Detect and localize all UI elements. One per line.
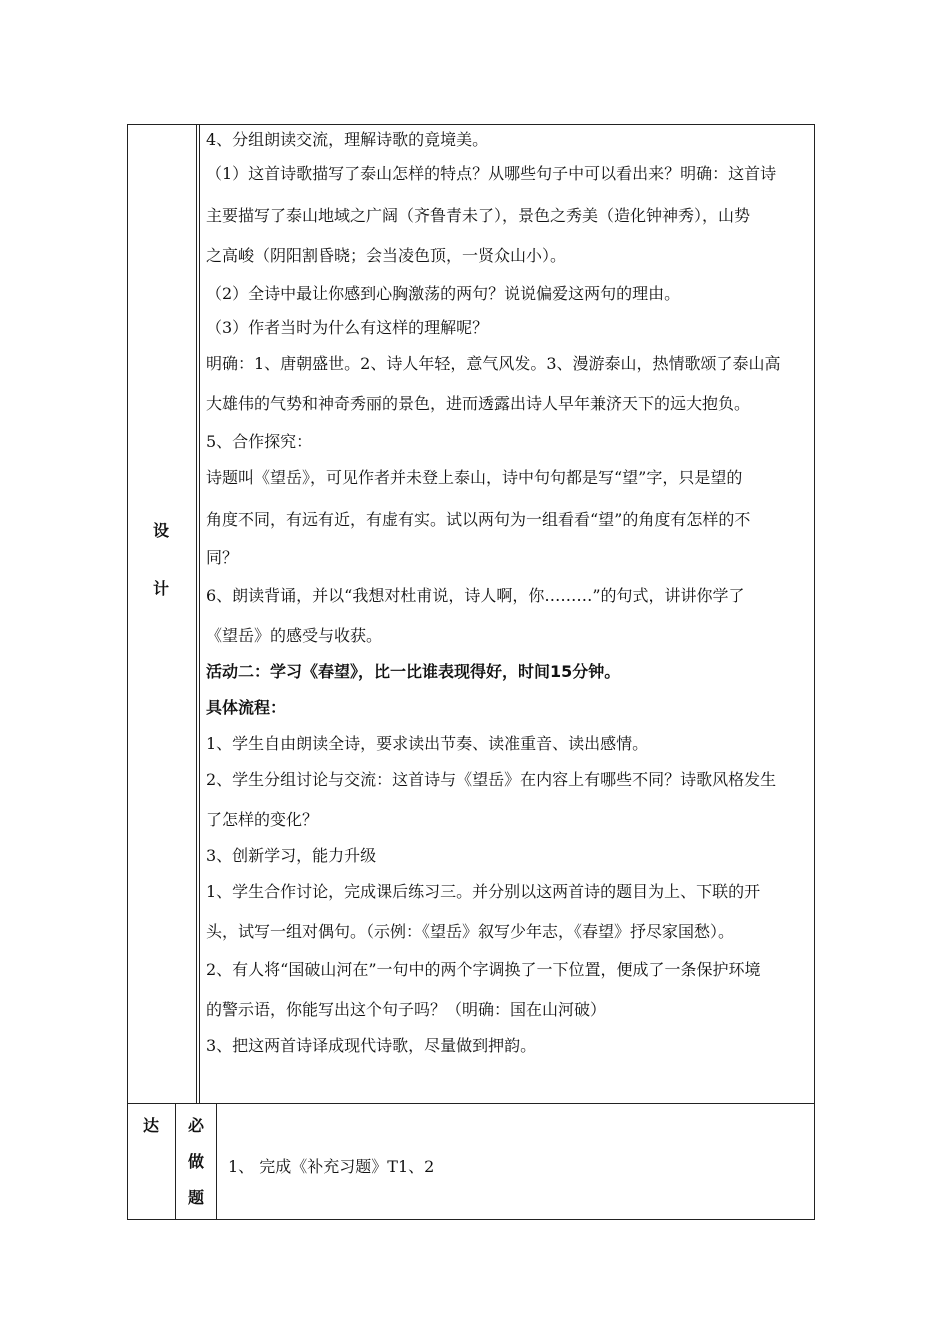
design-label-char-1: 设 [152, 521, 169, 540]
content-line: 4、分组朗读交流，理解诗歌的竟境美。 [206, 130, 489, 149]
reach-column-divider [175, 1104, 176, 1220]
process-heading: 具体流程： [206, 698, 287, 717]
design-column-divider [196, 124, 197, 1104]
design-section-border [127, 124, 815, 1104]
homework-task: 1、 完成《补充习题》T1、2 [228, 1157, 435, 1176]
content-line: 明确：1、唐朝盛世。2、诗人年轻，意气风发。3、漫游泰山，热情歌颂了泰山高 [206, 354, 781, 373]
content-line: 头，试写一组对偶句。（示例：《望岳》叙写少年志，《春望》抒尽家国愁）。 [206, 922, 735, 941]
content-line: 6、朗读背诵，并以“我想对杜甫说，诗人啊，你………”的句式，讲讲你学了 [206, 586, 745, 605]
required-label-char-1: 必 [188, 1116, 205, 1135]
content-line: 的警示语，你能写出这个句子吗？（明确：国在山河破） [206, 1000, 607, 1019]
content-line: 了怎样的变化？ [206, 810, 319, 829]
reach-column-divider-2 [216, 1104, 217, 1220]
content-line: 主要描写了泰山地域之广阔（齐鲁青未了），景色之秀美（造化钟神秀），山势 [206, 206, 751, 225]
design-label-char-2: 计 [152, 579, 169, 598]
content-line: 之高峻（阴阳割昏晓；会当凌色顶，一贤众山小）。 [206, 246, 567, 265]
content-line: 同？ [206, 548, 239, 567]
content-line: 角度不同，有远有近，有虚有实。试以两句为一组看看“望”的角度有怎样的不 [206, 510, 751, 529]
content-line: 2、有人将“国破山河在”一句中的两个字调换了一下位置，便成了一条保护环境 [206, 960, 761, 979]
content-line: （2）全诗中最让你感到心胸激荡的两句？说说偏爱这两句的理由。 [206, 284, 681, 303]
reach-label: 达 [143, 1116, 160, 1135]
content-line: （1）这首诗歌描写了泰山怎样的特点？从哪些句子中可以看出来？明确：这首诗 [206, 164, 777, 183]
content-line: 1、学生合作讨论，完成课后练习三。并分别以这两首诗的题目为上、下联的开 [206, 882, 761, 901]
content-line: 诗题叫《望岳》，可见作者并未登上泰山，诗中句句都是写“望”字，只是望的 [206, 468, 743, 487]
content-line: 大雄伟的气势和神奇秀丽的景色，进而透露出诗人早年兼济天下的远大抱负。 [206, 394, 751, 413]
activity-heading: 活动二：学习《春望》，比一比谁表现得好，时间15分钟。 [206, 662, 621, 681]
content-line: 5、合作探究： [206, 432, 313, 451]
content-line: 3、把这两首诗译成现代诗歌，尽量做到押韵。 [206, 1036, 537, 1055]
content-line: （3）作者当时为什么有这样的理解呢？ [206, 318, 489, 337]
design-column-divider-inner [199, 124, 200, 1104]
content-line: 1、学生自由朗读全诗，要求读出节奏、读准重音、读出感情。 [206, 734, 649, 753]
required-label-char-3: 题 [188, 1188, 205, 1207]
content-line: 《望岳》的感受与收获。 [206, 626, 383, 645]
content-line: 3、创新学习，能力升级 [206, 846, 377, 865]
content-line: 2、学生分组讨论与交流：这首诗与《望岳》在内容上有哪些不同？诗歌风格发生 [206, 770, 777, 789]
required-label-char-2: 做 [188, 1152, 205, 1171]
